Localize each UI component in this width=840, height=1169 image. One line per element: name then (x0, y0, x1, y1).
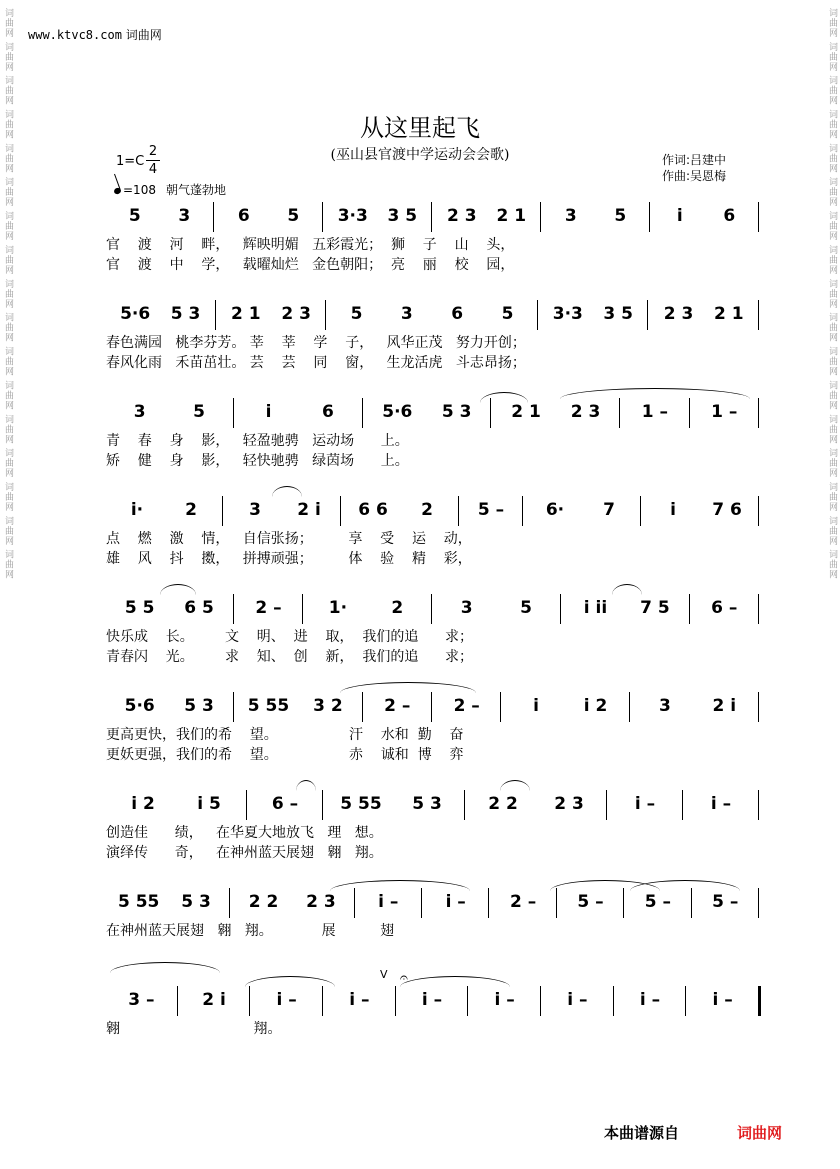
note-group: 5 55 (340, 794, 382, 814)
note-group: i (676, 206, 683, 226)
breath-mark-icon: V (380, 968, 388, 981)
barline (647, 300, 648, 330)
tempo-value: =108 (123, 183, 156, 197)
note-group: 5 – (477, 500, 505, 520)
note-group: 2 3 (663, 304, 694, 324)
note-group: 2 1 (511, 402, 541, 422)
slur-arc (612, 584, 642, 595)
note-group: 2 i (712, 696, 737, 716)
note-group: 7 5 (640, 598, 670, 618)
final-barline (758, 986, 761, 1016)
barline (623, 888, 624, 918)
lyric-line-2: 青春闪 光。 求 知、 创 新， 我们的追 求； (106, 649, 474, 665)
source-label: 本曲谱源自 (604, 1124, 680, 1142)
barline (249, 986, 250, 1016)
credits (662, 152, 726, 184)
note-group: 5 (614, 206, 627, 226)
mood-marking: 朝气蓬勃地 (165, 183, 226, 197)
barline (431, 202, 432, 232)
note-group: i (533, 696, 540, 716)
barline (619, 398, 620, 428)
key-signature: 1=C (116, 154, 145, 169)
note-group: 6 6 (358, 500, 388, 520)
barline (431, 594, 432, 624)
note-group: 5 (193, 402, 206, 422)
quarter-note-icon (113, 187, 122, 195)
note-group: 6 (237, 206, 250, 226)
note-group: 3·3 (337, 206, 368, 226)
barline (302, 594, 303, 624)
slur-arc (330, 880, 470, 891)
note-group: i· (130, 500, 144, 520)
lyric-line-1: 在神州蓝天展翅 翱 翔。 展 翅 (106, 923, 395, 939)
lyric-line-1: 官 渡 河 畔， 辉映明媚 五彩霞光； 狮 子 山 头， (106, 237, 515, 253)
lyric-line-1: 青 春 身 影， 轻盈驰骋 运动场 上。 (106, 433, 409, 449)
note-group: 2 – (384, 696, 411, 716)
note-group: 5 3 (170, 304, 201, 324)
barline (629, 692, 630, 722)
time-signature-top: 2 (148, 144, 158, 159)
lyric-line-2: 演绎传 奇， 在神州蓝天展翅 翱 翔。 (106, 845, 383, 861)
barline (340, 496, 341, 526)
slur-arc (500, 780, 530, 791)
note-group: 3·3 (552, 304, 583, 324)
note-group: i 2 (131, 794, 155, 814)
song-subtitle: (巫山县官渡中学运动会会歌) (330, 147, 510, 163)
barline (322, 986, 323, 1016)
barline (758, 790, 759, 820)
note-group: 2 – (453, 696, 480, 716)
tempo-marking (114, 181, 226, 198)
note-group: 2 (391, 598, 404, 618)
barline (689, 398, 690, 428)
barline (322, 790, 323, 820)
barline (431, 692, 432, 722)
note-group: i – (634, 794, 656, 814)
note-group: 3 (460, 598, 473, 618)
barline (758, 398, 759, 428)
note-group: 2 3 (570, 402, 601, 422)
barline (682, 790, 683, 820)
note-group: 6 (321, 402, 334, 422)
note-group: 5 – (577, 892, 604, 912)
barline (362, 398, 363, 428)
barline (758, 692, 759, 722)
slur-arc (110, 962, 220, 973)
lyric-line-1: 创造佳 绩， 在华夏大地放飞 理 想。 (106, 825, 383, 841)
note-group: i – (639, 990, 661, 1010)
note-group: i 5 (197, 794, 221, 814)
barline (758, 300, 759, 330)
barline (177, 986, 178, 1016)
note-group: 5 3 (184, 696, 214, 716)
barline (606, 790, 607, 820)
note-group: 3 (178, 206, 191, 226)
note-group: 2 3 (446, 206, 477, 226)
barline (758, 594, 759, 624)
barline (685, 986, 686, 1016)
note-group: 7 (603, 500, 615, 520)
barline (246, 790, 247, 820)
note-group: 6 – (711, 598, 738, 618)
barline (395, 986, 396, 1016)
note-group: 5 55 (117, 892, 160, 912)
note-group: 5 (128, 206, 141, 226)
note-group: 2 – (509, 892, 537, 912)
note-group: 5 5 (124, 598, 155, 618)
note-group: 2 3 (554, 794, 584, 814)
barline (758, 888, 759, 918)
note-group: i – (710, 794, 732, 814)
barline (322, 202, 323, 232)
slur-arc (400, 976, 510, 987)
barline (488, 888, 489, 918)
fermata-icon: 𝄐 (400, 970, 408, 986)
note-group: 2 – (255, 598, 282, 618)
composer-credit: 作曲:吴恩梅 (662, 169, 727, 183)
note-group: 2 (185, 500, 197, 520)
lyric-line-2: 矫 健 身 影， 轻快驰骋 绿茵场 上。 (106, 453, 409, 469)
note-group: 7 6 (712, 500, 742, 520)
note-group: 5 – (644, 892, 672, 912)
slur-arc (480, 392, 528, 403)
barline (500, 692, 501, 722)
note-group: 3 5 (387, 206, 418, 226)
note-group: 3 (133, 402, 146, 422)
note-group: i ii (583, 598, 608, 618)
slur-arc (272, 486, 302, 497)
note-group: 3 (400, 304, 413, 324)
lyric-line-2: 更妖更强，我们的希 望。 赤 诚和 博 弈 (106, 747, 464, 763)
note-group: 2 1 (714, 304, 744, 324)
barline (537, 300, 538, 330)
time-signature-bottom: 4 (148, 162, 158, 177)
note-group: i – (567, 990, 588, 1010)
site-header (28, 26, 162, 43)
lyric-line-1: 翱 翔。 (106, 1021, 282, 1037)
barline (689, 594, 690, 624)
slur-arc (630, 880, 740, 891)
note-group: 2 1 (496, 206, 527, 226)
note-group: 2 i (297, 500, 321, 520)
barline (215, 300, 216, 330)
note-group: 2 2 (248, 892, 279, 912)
lyric-line-2: 春风化雨 禾苗茁壮。 芸 芸 同 窗， 生龙活虎 斗志昂扬； (106, 355, 526, 371)
lyric-line-1: 更高更快，我们的希 望。 汗 水和 勤 奋 (106, 727, 464, 743)
slur-arc (296, 780, 316, 791)
note-group: 5 (287, 206, 300, 226)
lyric-line-1: 春色满园 桃李芬芳。 莘 莘 学 子， 风华正茂 努力开创； (106, 335, 526, 351)
barline (522, 496, 523, 526)
barline (649, 202, 650, 232)
note-group: 5 (520, 598, 533, 618)
note-group: 6 (723, 206, 736, 226)
note-group: 3 – (128, 990, 155, 1010)
note-group: i – (378, 892, 399, 912)
note-group: i – (421, 990, 443, 1010)
barline (229, 888, 230, 918)
barline (540, 202, 541, 232)
barline (540, 986, 541, 1016)
barline (362, 692, 363, 722)
source-brand[interactable]: 词曲网 (737, 1124, 783, 1142)
note-group: 6 (451, 304, 464, 324)
slur-arc (340, 682, 476, 693)
note-group: 5·6 (124, 696, 155, 716)
note-group: 5 3 (412, 794, 442, 814)
barline (354, 888, 355, 918)
site-url[interactable]: www.ktvc8.com (28, 28, 122, 42)
note-group: 2 2 (488, 794, 518, 814)
note-group: 2 1 (231, 304, 261, 324)
lyric-line-1: 点 燃 激 情， 自信张扬； 享 受 运 动， (106, 531, 472, 547)
song-title: 从这里起飞 (360, 114, 480, 142)
barline (758, 496, 759, 526)
note-group: 5·6 (382, 402, 413, 422)
note-group: 6· (545, 500, 565, 520)
barline (691, 888, 692, 918)
note-group: 3 (658, 696, 671, 716)
barline (325, 300, 326, 330)
note-group: i – (445, 892, 466, 912)
note-group: 1 – (711, 402, 738, 422)
note-group: 2 3 (281, 304, 311, 324)
note-group: i – (494, 990, 515, 1010)
barline (233, 398, 234, 428)
note-group: i (265, 402, 272, 422)
note-group: i – (276, 990, 297, 1010)
note-group: 3 (249, 500, 261, 520)
barline (222, 496, 223, 526)
barline (467, 986, 468, 1016)
note-group: 3 (564, 206, 577, 226)
note-group: 1 – (641, 402, 669, 422)
note-group: 5 55 (247, 696, 290, 716)
barline (556, 888, 557, 918)
note-group: 5 3 (441, 402, 472, 422)
note-group: 2 3 (306, 892, 336, 912)
time-signature (146, 144, 160, 177)
barline (233, 594, 234, 624)
barline (613, 986, 614, 1016)
lyric-line-2: 官 渡 中 学， 载曜灿烂 金色朝阳； 亮 丽 校 园， (106, 257, 515, 273)
note-group: 5 (350, 304, 363, 324)
slur-arc (160, 584, 196, 595)
note-group: i (670, 500, 676, 520)
site-name: 词曲网 (125, 28, 162, 42)
note-group: i 2 (583, 696, 608, 716)
barline (464, 790, 465, 820)
barline (758, 202, 759, 232)
barline (458, 496, 459, 526)
note-group: i – (712, 990, 733, 1010)
note-group: 1· (328, 598, 348, 618)
barline (640, 496, 641, 526)
right-watermark: 词曲网 词曲网 词曲网 词曲网 词曲网 词曲网 词曲网 词曲网 词曲网 词曲网 词曲网 词曲网 词曲网 词曲网 词曲网 词曲网 词曲网 (827, 8, 837, 580)
barline (560, 594, 561, 624)
footer (604, 1122, 782, 1143)
barline (213, 202, 214, 232)
note-group: i – (349, 990, 370, 1010)
note-group: 2 (421, 500, 433, 520)
note-group: 5 3 (181, 892, 211, 912)
note-group: 3 2 (313, 696, 343, 716)
slur-arc (245, 976, 335, 987)
barline (233, 692, 234, 722)
lyric-line-1: 快乐成 长。 文 明、 进 取， 我们的追 求； (106, 629, 474, 645)
note-group: 6 5 (184, 598, 214, 618)
note-group: 5 – (712, 892, 739, 912)
note-group: 5·6 (120, 304, 151, 324)
note-group: 5 (501, 304, 514, 324)
note-group: 3 5 (603, 304, 633, 324)
slur-arc (560, 388, 750, 399)
lyricist-credit: 作词:吕建中 (662, 153, 727, 167)
lyric-line-2: 雄 风 抖 擞， 拼搏顽强； 体 验 精 彩， (106, 551, 472, 567)
barline (421, 888, 422, 918)
note-group: 6 – (271, 794, 299, 814)
note-group: 2 i (202, 990, 226, 1010)
left-watermark: 词曲网 词曲网 词曲网 词曲网 词曲网 词曲网 词曲网 词曲网 词曲网 词曲网 词曲网 词曲网 词曲网 词曲网 词曲网 词曲网 词曲网 (3, 8, 13, 580)
